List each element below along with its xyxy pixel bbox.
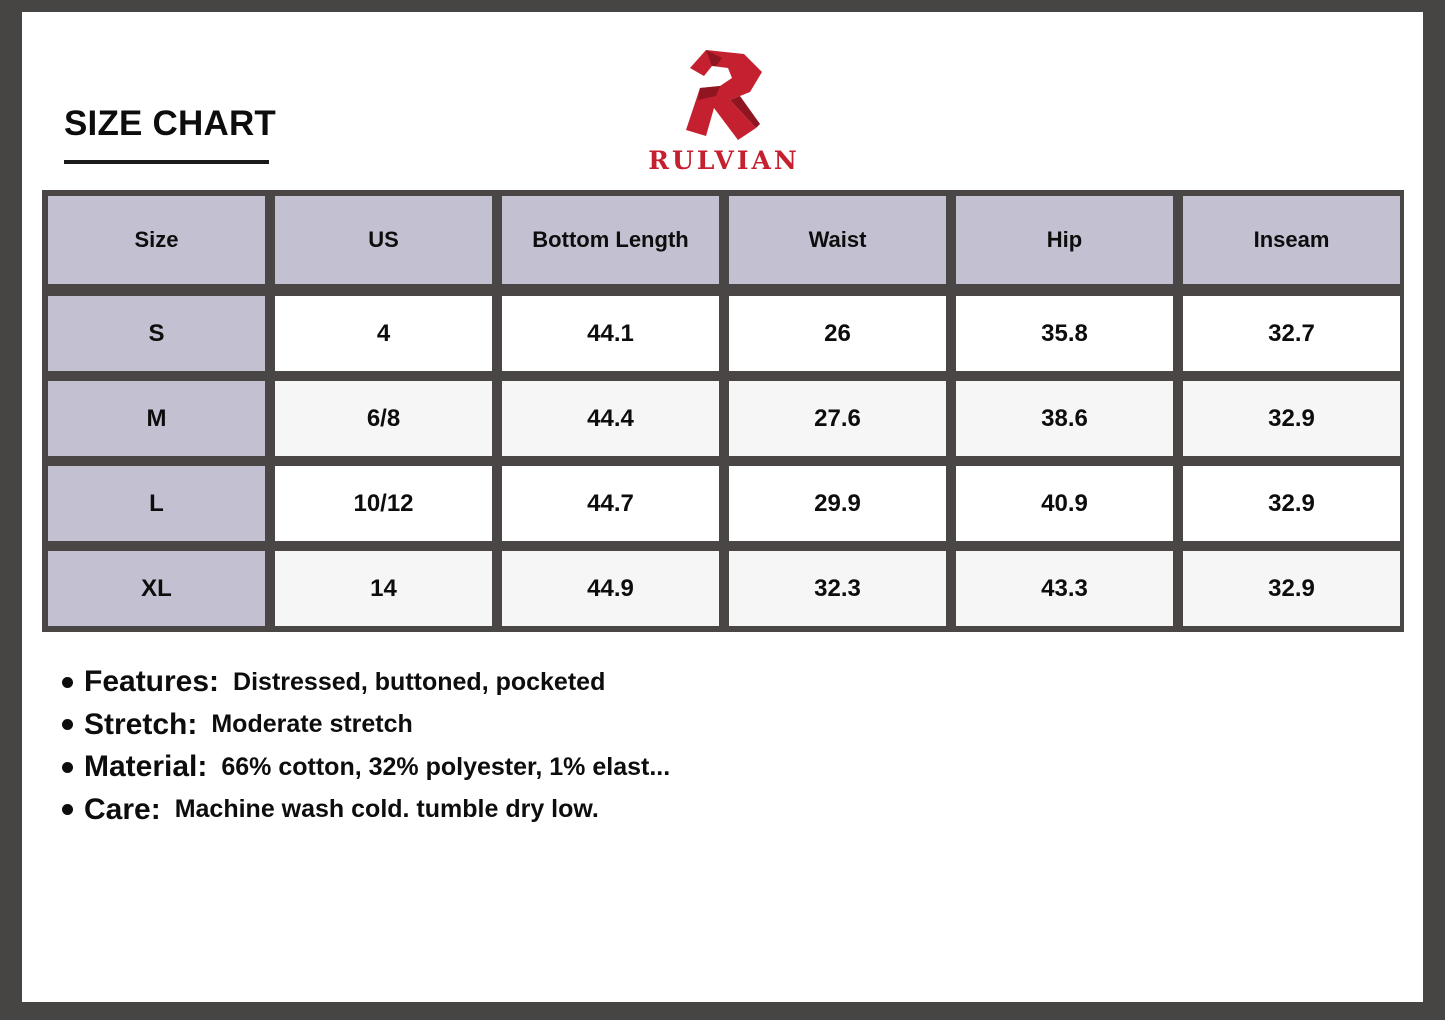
header-size: Size [48, 196, 265, 284]
note-label: Features: [84, 665, 220, 698]
note-value: Moderate stretch [211, 710, 413, 738]
cell-waist: 27.6 [729, 381, 946, 456]
brand-name: RULVIAN [648, 146, 800, 175]
note-item [62, 747, 670, 787]
note-item [62, 705, 413, 745]
cell-inseam: 32.9 [1183, 551, 1400, 626]
cell-bottom-length: 44.7 [502, 466, 719, 541]
cell-waist: 26 [729, 296, 946, 371]
cell-size: S [48, 296, 265, 371]
bullet-icon [62, 804, 73, 815]
header-hip: Hip [956, 196, 1173, 284]
note-value: Distressed, buttoned, pocketed [233, 667, 606, 696]
bullet-icon [62, 762, 73, 773]
note-label: Care: [84, 792, 161, 826]
cell-inseam: 32.7 [1183, 296, 1400, 371]
bullet-icon [62, 677, 73, 688]
cell-size: XL [48, 551, 265, 626]
cell-size: M [48, 381, 265, 456]
note-label: Material: [84, 750, 208, 783]
note-value: 66% cotton, 32% polyester, 1% elast... [221, 752, 671, 781]
cell-bottom-length: 44.4 [502, 381, 719, 456]
size-chart-table [42, 190, 1404, 632]
cell-bottom-length: 44.1 [502, 296, 719, 371]
cell-waist: 32.3 [729, 551, 946, 626]
page-title: SIZE CHART [64, 104, 276, 143]
cell-inseam: 32.9 [1183, 381, 1400, 456]
cell-hip: 43.3 [956, 551, 1173, 626]
note-label: Stretch: [84, 707, 198, 741]
header-inseam: Inseam [1183, 196, 1400, 284]
cell-us: 4 [275, 296, 492, 371]
note-value: Machine wash cold. tumble dry low. [174, 795, 599, 823]
note-item [62, 790, 599, 830]
cell-hip: 38.6 [956, 381, 1173, 456]
cell-hip: 40.9 [956, 466, 1173, 541]
cell-hip: 35.8 [956, 296, 1173, 371]
cell-size: L [48, 466, 265, 541]
title-underline [64, 160, 269, 164]
header-waist: Waist [729, 196, 946, 284]
cell-bottom-length: 44.9 [502, 551, 719, 626]
stylized-r-logo-icon [676, 44, 772, 144]
cell-us: 6/8 [275, 381, 492, 456]
cell-us: 14 [275, 551, 492, 626]
cell-us: 10/12 [275, 466, 492, 541]
note-item [62, 662, 605, 702]
cell-waist: 29.9 [729, 466, 946, 541]
header-us: US [275, 196, 492, 284]
cell-inseam: 32.9 [1183, 466, 1400, 541]
header-bottom-length: Bottom Length [502, 196, 719, 284]
bullet-icon [62, 719, 73, 730]
